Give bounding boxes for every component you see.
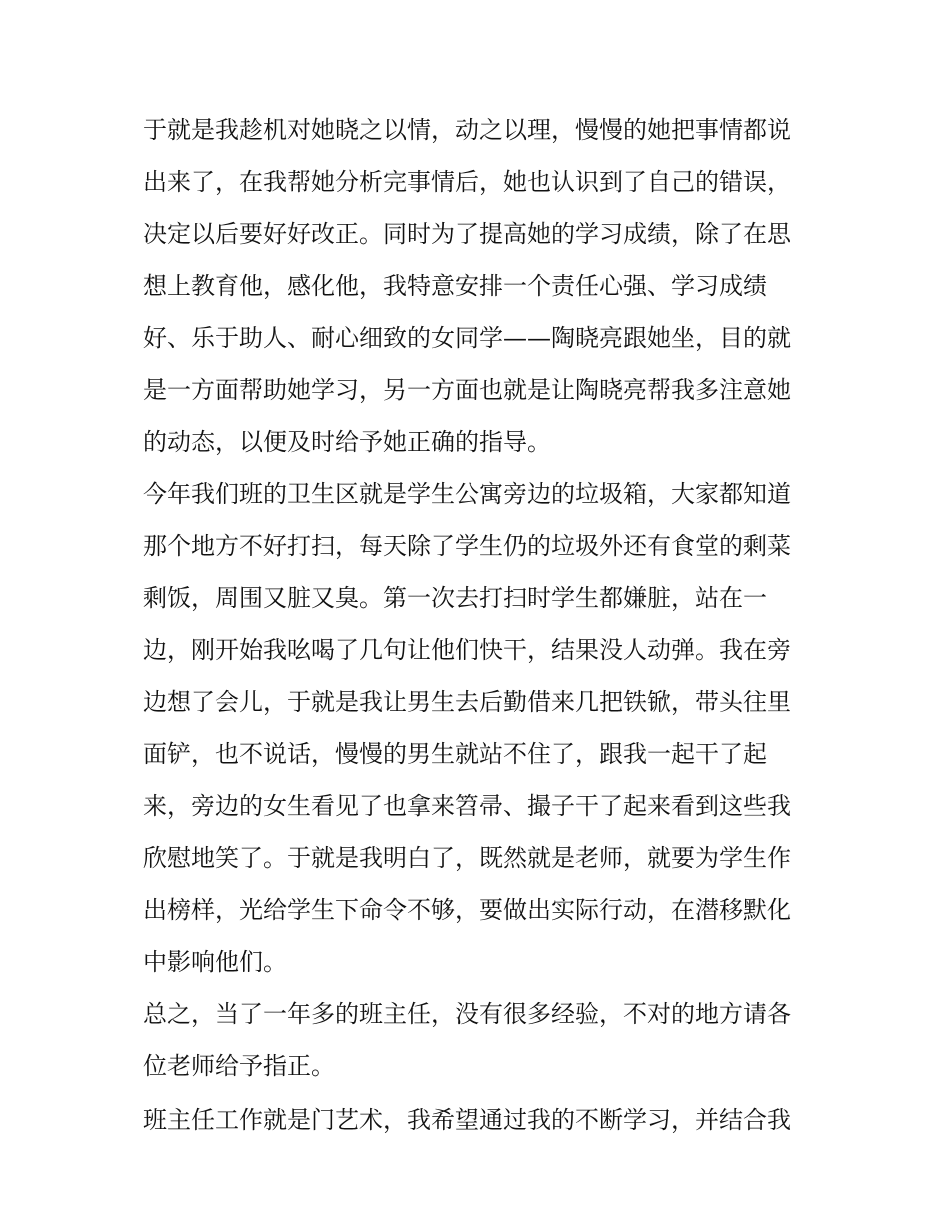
text-line: 今年我们班的卫生区就是学生公寓旁边的垃圾箱，大家都知道 [143, 480, 791, 508]
text-line: 决定以后要好好改正。同时为了提高她的学习成绩，除了在思 [143, 220, 791, 248]
text-line: 好、乐于助人、耐心细致的女同学——陶晓亮跟她坐，目的就 [143, 324, 791, 352]
text-line: 边想了会儿，于就是我让男生去后勤借来几把铁锨，带头往里 [143, 688, 791, 716]
text-line: 面铲，也不说话，慢慢的男生就站不住了，跟我一起干了起 [143, 740, 767, 768]
text-line: 位老师给予指正。 [143, 1052, 335, 1080]
text-line: 来，旁边的女生看见了也拿来笤帚、撮子干了起来看到这些我 [143, 792, 791, 820]
text-line: 剩饭，周围又脏又臭。第一次去打扫时学生都嫌脏，站在一 [143, 584, 767, 612]
text-line: 的动态，以便及时给予她正确的指导。 [143, 428, 551, 456]
text-line: 中影响他们。 [143, 948, 287, 976]
text-line: 想上教育他，感化他，我特意安排一个责任心强、学习成绩 [143, 272, 767, 300]
text-line: 那个地方不好打扫，每天除了学生仍的垃圾外还有食堂的剩菜 [143, 532, 791, 560]
text-line: 总之，当了一年多的班主任，没有很多经验，不对的地方请各 [143, 1000, 791, 1028]
body-text [143, 104, 823, 1146]
text-line: 出来了，在我帮她分析完事情后，她也认识到了自己的错误， [143, 168, 791, 196]
text-line: 于就是我趁机对她晓之以情，动之以理，慢慢的她把事情都说 [143, 116, 791, 144]
text-line: 是一方面帮助她学习，另一方面也就是让陶晓亮帮我多注意她 [143, 376, 791, 404]
text-line: 边，刚开始我吆喝了几句让他们快干，结果没人动弹。我在旁 [143, 636, 791, 664]
text-line: 欣慰地笑了。于就是我明白了，既然就是老师，就要为学生作 [143, 844, 791, 872]
text-line: 出榜样，光给学生下命令不够，要做出实际行动，在潜移默化 [143, 896, 791, 924]
text-line: 班主任工作就是门艺术，我希望通过我的不断学习，并结合我 [143, 1106, 791, 1134]
